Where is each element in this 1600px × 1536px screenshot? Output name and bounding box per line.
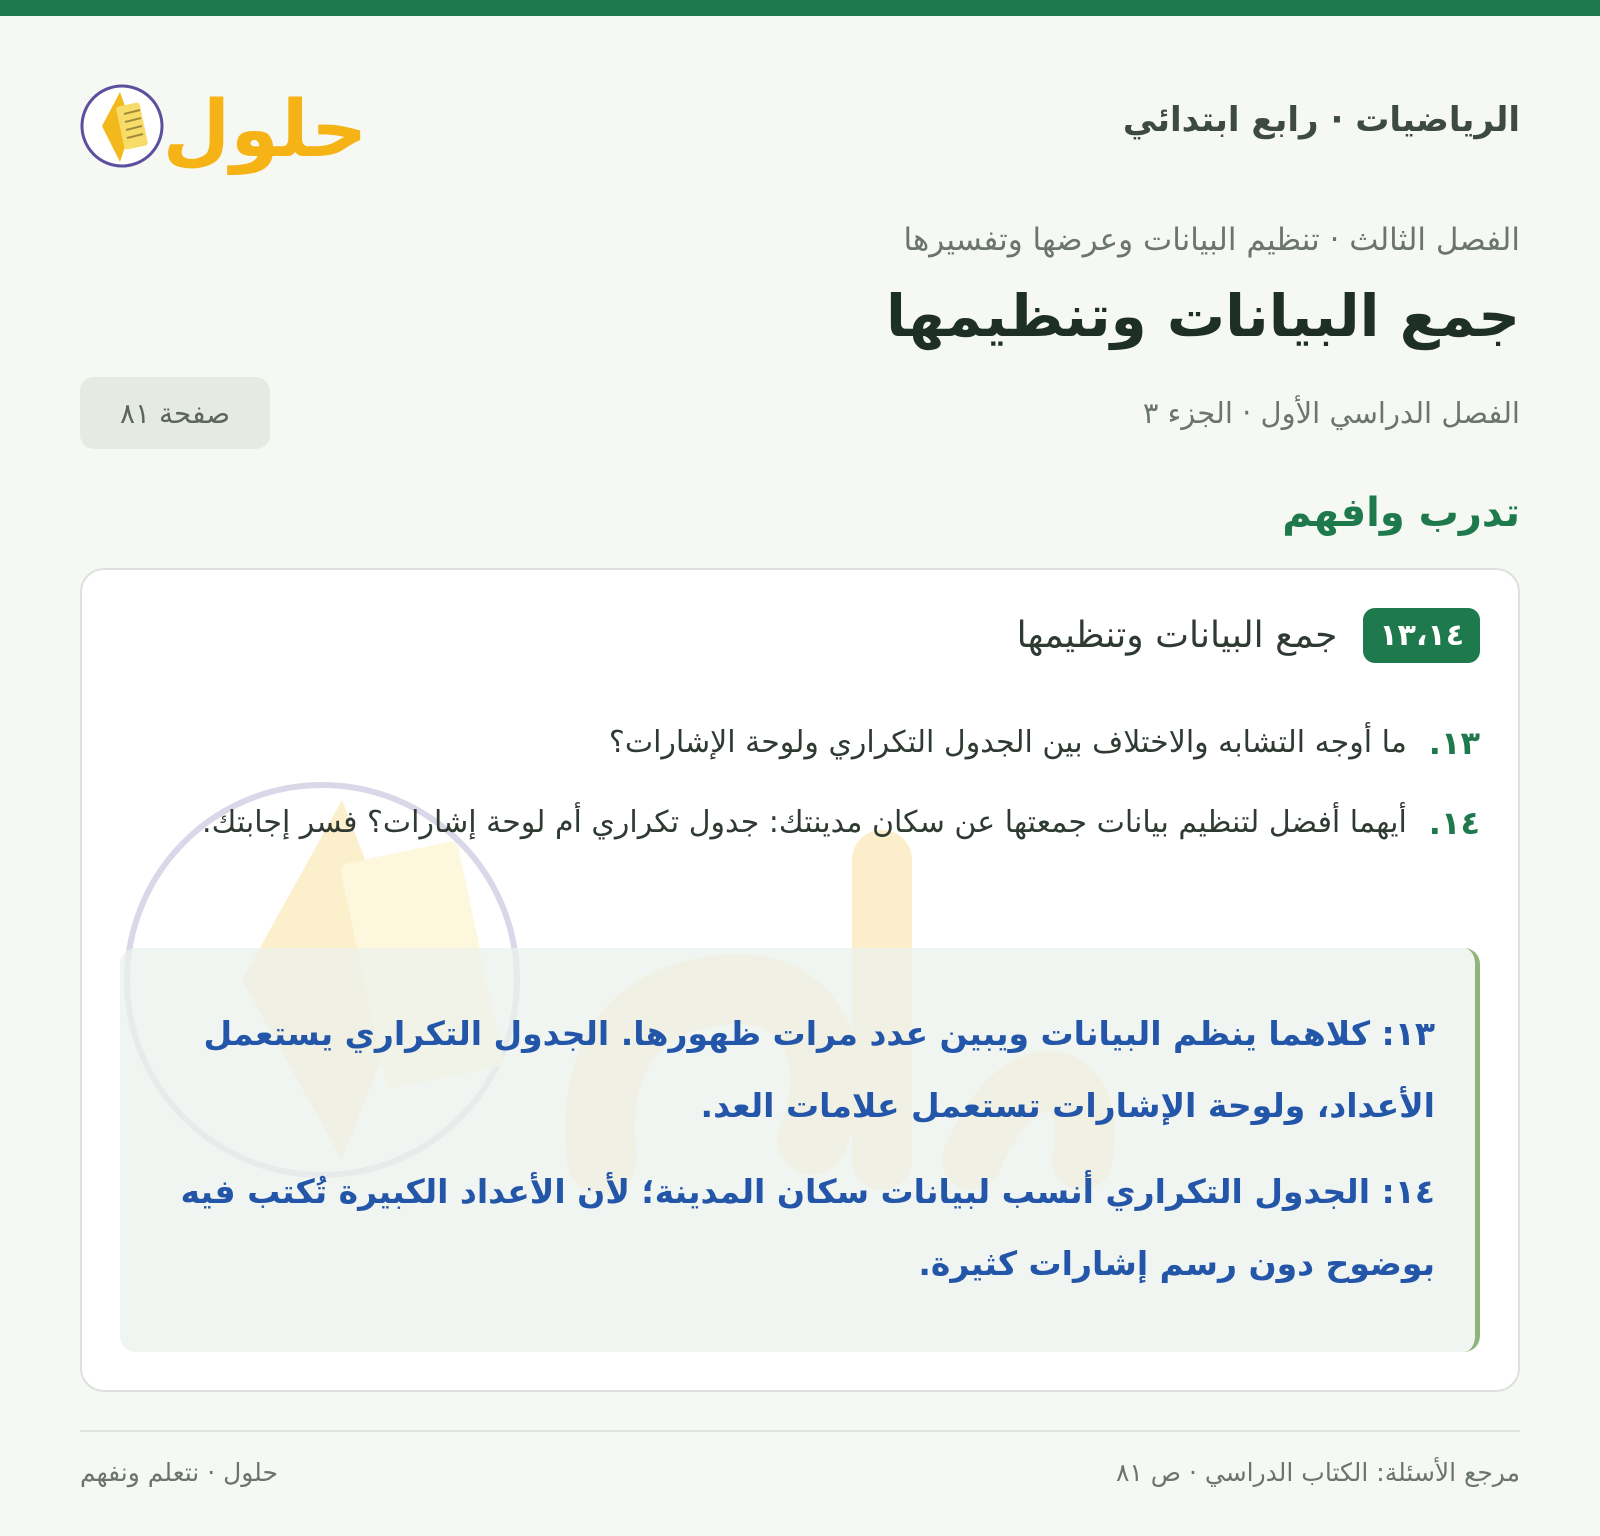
- question-number: ١٤.: [1428, 804, 1480, 842]
- question-number: ١٣.: [1428, 724, 1480, 762]
- question-item: [120, 790, 1480, 856]
- footer-brand: حلول · نتعلم ونفهم: [80, 1458, 278, 1487]
- logo-wordmark: حلول: [162, 85, 368, 175]
- term-label: الفصل الدراسي الأول · الجزء ٣: [1142, 396, 1520, 430]
- lesson-title: جمع البيانات وتنظيمها: [886, 282, 1520, 350]
- question-item: [120, 710, 1480, 776]
- question-numbers-badge: ١٣،١٤: [1363, 608, 1480, 663]
- answer-text: ١٣: كلاهما ينظم البيانات ويبين عدد مرات ظهورها. الجدول التكراري يستعمل الأعداد، ولوحة الإشارات تستعمل علامات العد.: [203, 1014, 1435, 1125]
- chapter-label: الفصل الثالث · تنظيم البيانات وعرضها وتفسيرها: [903, 222, 1520, 258]
- answer-text: ١٤: الجدول التكراري أنسب لبيانات سكان المدينة؛ لأن الأعداد الكبيرة تُكتب فيه بوضوح دون رسم إشارات كثيرة.: [180, 1172, 1435, 1283]
- top-accent-bar: [0, 0, 1600, 16]
- question-text: أيهما أفضل لتنظيم بيانات جمعتها عن سكان مدينتك: جدول تكراري أم لوحة إشارات؟ فسر إجابتك.: [202, 805, 1407, 840]
- page-number-badge: صفحة ٨١: [80, 377, 270, 449]
- section-heading: تدرب وافهم: [1282, 490, 1520, 536]
- footer-divider: [80, 1430, 1520, 1432]
- page-header: [80, 64, 1520, 184]
- question-text: ما أوجه التشابه والاختلاف بين الجدول التكراري ولوحة الإشارات؟: [608, 725, 1407, 760]
- answer-box: [120, 948, 1480, 1352]
- footer-reference: مرجع الأسئلة: الكتاب الدراسي · ص ٨١: [1115, 1458, 1520, 1487]
- question-topic: جمع البيانات وتنظيمها: [1016, 615, 1338, 656]
- question-group-header: [1017, 608, 1480, 663]
- subject-title: الرياضيات · رابع ابتدائي: [1122, 100, 1520, 140]
- site-logo[interactable]: [80, 64, 380, 184]
- exercise-card: [80, 568, 1520, 1392]
